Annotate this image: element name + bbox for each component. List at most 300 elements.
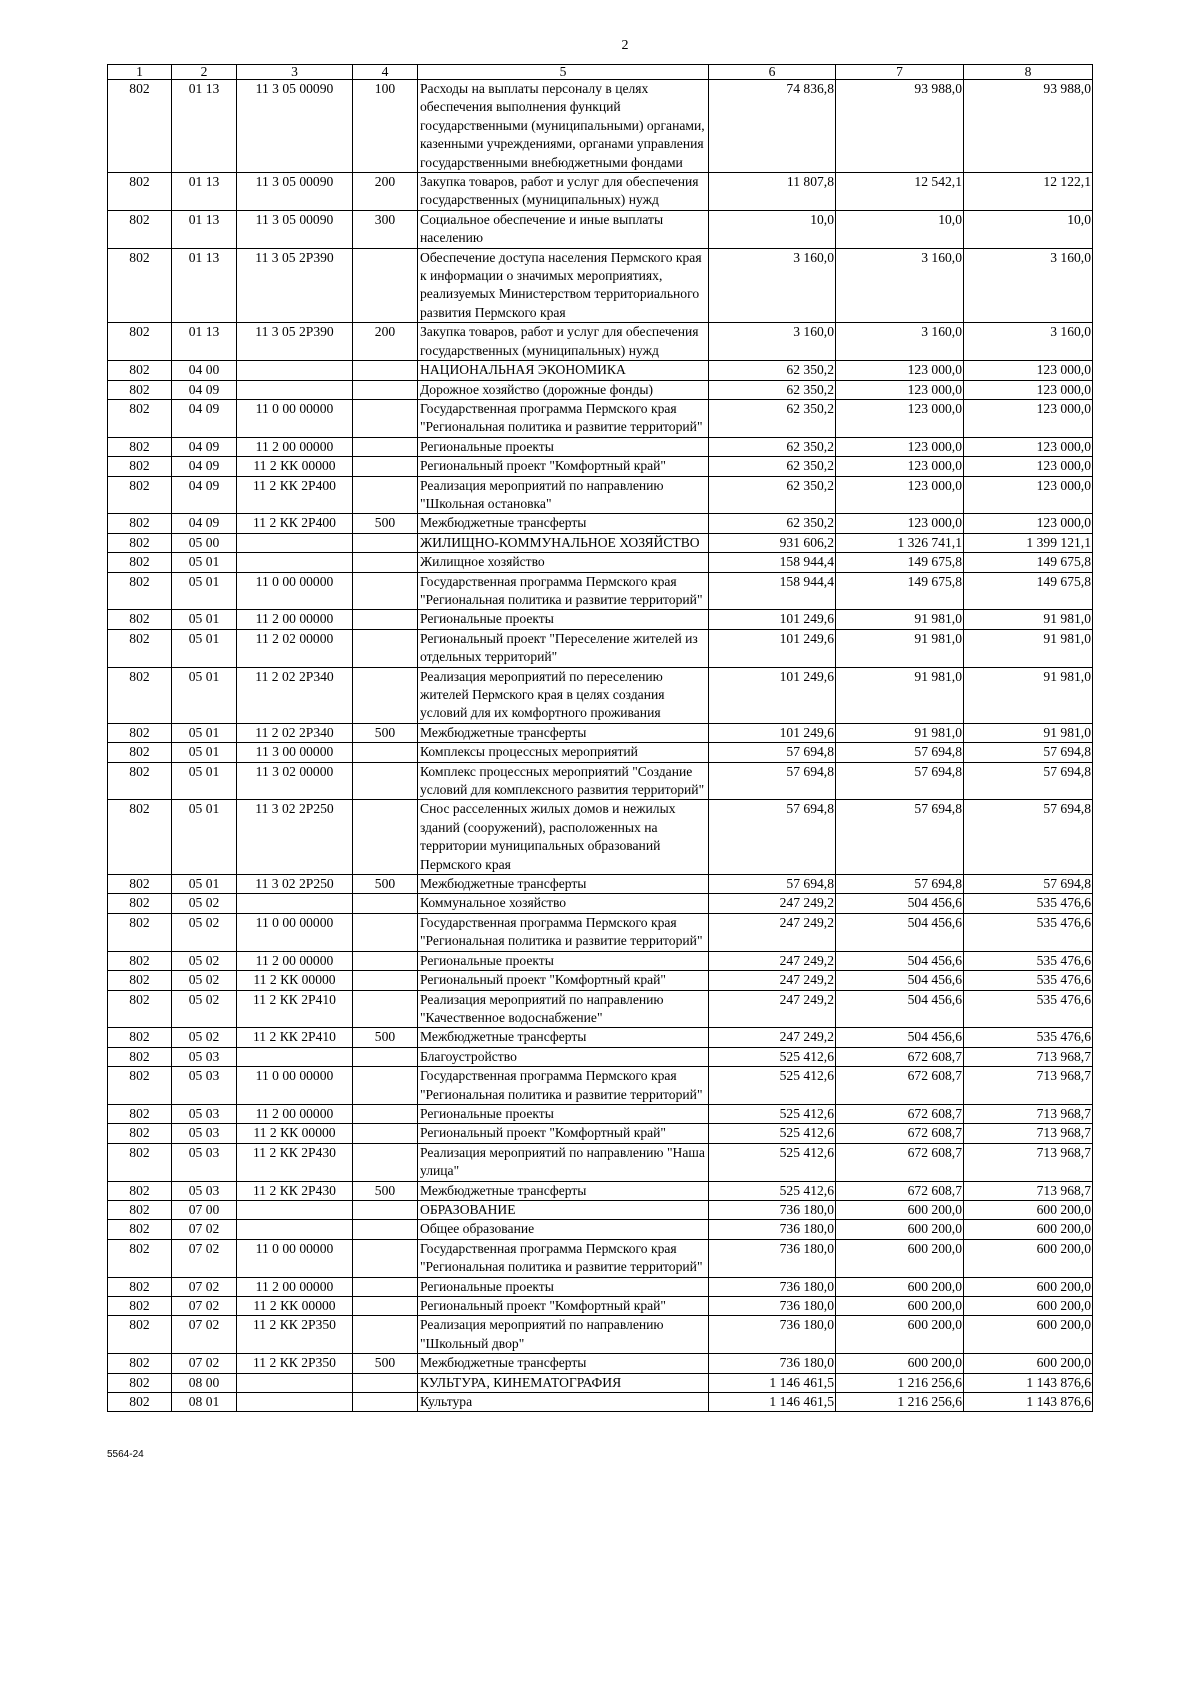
cell-section-code: 01 13 xyxy=(172,80,237,173)
cell-amount-8: 91 981,0 xyxy=(964,629,1093,667)
budget-table xyxy=(107,64,1093,1412)
header-row xyxy=(108,65,1093,80)
cell-amount-6: 10,0 xyxy=(709,210,836,248)
cell-section-code: 04 00 xyxy=(172,361,237,380)
cell-amount-7: 672 608,7 xyxy=(836,1104,964,1123)
cell-amount-7: 672 608,7 xyxy=(836,1047,964,1066)
cell-amount-8: 93 988,0 xyxy=(964,80,1093,173)
cell-target-article xyxy=(237,380,353,399)
cell-target-article: 11 2 02 2P340 xyxy=(237,667,353,723)
cell-admin-code: 802 xyxy=(108,476,172,514)
column-header: 5 xyxy=(418,65,709,80)
cell-amount-7: 504 456,6 xyxy=(836,913,964,951)
cell-amount-6: 101 249,6 xyxy=(709,610,836,629)
cell-admin-code: 802 xyxy=(108,248,172,323)
cell-target-article: 11 2 КК 00000 xyxy=(237,1297,353,1316)
cell-amount-8: 149 675,8 xyxy=(964,553,1093,572)
cell-admin-code: 802 xyxy=(108,533,172,552)
cell-amount-7: 1 326 741,1 xyxy=(836,533,964,552)
cell-target-article: 11 2 КК 2P400 xyxy=(237,514,353,533)
table-row xyxy=(108,1393,1093,1412)
cell-amount-8: 3 160,0 xyxy=(964,323,1093,361)
cell-name: Региональные проекты xyxy=(418,437,709,456)
cell-section-code: 07 02 xyxy=(172,1277,237,1296)
table-row xyxy=(108,80,1093,173)
cell-name: Межбюджетные трансферты xyxy=(418,1181,709,1200)
cell-amount-7: 3 160,0 xyxy=(836,248,964,323)
cell-amount-6: 101 249,6 xyxy=(709,723,836,742)
cell-amount-6: 101 249,6 xyxy=(709,667,836,723)
cell-section-code: 05 01 xyxy=(172,629,237,667)
table-row xyxy=(108,610,1093,629)
cell-amount-6: 247 249,2 xyxy=(709,971,836,990)
cell-amount-8: 57 694,8 xyxy=(964,762,1093,800)
cell-admin-code: 802 xyxy=(108,951,172,970)
cell-section-code: 01 13 xyxy=(172,210,237,248)
cell-amount-8: 123 000,0 xyxy=(964,361,1093,380)
table-row xyxy=(108,1277,1093,1296)
cell-amount-8: 600 200,0 xyxy=(964,1316,1093,1354)
cell-expense-type: 500 xyxy=(353,1181,418,1200)
cell-admin-code: 802 xyxy=(108,1239,172,1277)
cell-amount-7: 93 988,0 xyxy=(836,80,964,173)
table-row xyxy=(108,951,1093,970)
cell-name: Региональные проекты xyxy=(418,1277,709,1296)
cell-amount-7: 57 694,8 xyxy=(836,875,964,894)
cell-admin-code: 802 xyxy=(108,514,172,533)
cell-amount-7: 123 000,0 xyxy=(836,399,964,437)
cell-name: Региональный проект "Комфортный край" xyxy=(418,1297,709,1316)
cell-name: Государственная программа Пермского края "Региональная политика и развитие территорий" xyxy=(418,399,709,437)
cell-amount-6: 247 249,2 xyxy=(709,913,836,951)
cell-amount-8: 57 694,8 xyxy=(964,800,1093,875)
cell-expense-type xyxy=(353,1373,418,1392)
cell-amount-8: 1 399 121,1 xyxy=(964,533,1093,552)
cell-section-code: 08 01 xyxy=(172,1393,237,1412)
cell-admin-code: 802 xyxy=(108,399,172,437)
cell-amount-7: 504 456,6 xyxy=(836,990,964,1028)
cell-amount-8: 535 476,6 xyxy=(964,913,1093,951)
cell-amount-7: 600 200,0 xyxy=(836,1220,964,1239)
cell-amount-6: 247 249,2 xyxy=(709,990,836,1028)
cell-expense-type xyxy=(353,1277,418,1296)
cell-target-article: 11 2 00 00000 xyxy=(237,951,353,970)
cell-name: ЖИЛИЩНО-КОММУНАЛЬНОЕ ХОЗЯЙСТВО xyxy=(418,533,709,552)
cell-target-article: 11 2 00 00000 xyxy=(237,437,353,456)
cell-target-article: 11 0 00 00000 xyxy=(237,399,353,437)
cell-amount-8: 12 122,1 xyxy=(964,173,1093,211)
cell-expense-type xyxy=(353,743,418,762)
cell-amount-8: 713 968,7 xyxy=(964,1124,1093,1143)
cell-section-code: 01 13 xyxy=(172,173,237,211)
cell-expense-type xyxy=(353,1067,418,1105)
cell-amount-8: 91 981,0 xyxy=(964,610,1093,629)
cell-section-code: 01 13 xyxy=(172,248,237,323)
cell-name: Реализация мероприятий по направлению "Школьная остановка" xyxy=(418,476,709,514)
cell-amount-7: 504 456,6 xyxy=(836,971,964,990)
column-header: 8 xyxy=(964,65,1093,80)
table-row xyxy=(108,1181,1093,1200)
cell-expense-type xyxy=(353,248,418,323)
cell-target-article: 11 2 КК 00000 xyxy=(237,1124,353,1143)
cell-amount-6: 525 412,6 xyxy=(709,1181,836,1200)
cell-target-article: 11 3 05 00090 xyxy=(237,210,353,248)
cell-target-article xyxy=(237,894,353,913)
table-row xyxy=(108,1047,1093,1066)
cell-amount-6: 247 249,2 xyxy=(709,951,836,970)
cell-amount-6: 57 694,8 xyxy=(709,743,836,762)
cell-expense-type: 500 xyxy=(353,1028,418,1047)
cell-amount-7: 1 216 256,6 xyxy=(836,1373,964,1392)
cell-expense-type: 100 xyxy=(353,80,418,173)
cell-section-code: 05 02 xyxy=(172,971,237,990)
cell-amount-8: 535 476,6 xyxy=(964,894,1093,913)
cell-target-article: 11 2 КК 00000 xyxy=(237,971,353,990)
cell-amount-8: 535 476,6 xyxy=(964,990,1093,1028)
cell-amount-8: 123 000,0 xyxy=(964,437,1093,456)
cell-amount-7: 672 608,7 xyxy=(836,1124,964,1143)
cell-target-article: 11 0 00 00000 xyxy=(237,1067,353,1105)
cell-name: Обеспечение доступа населения Пермского края к информации о значимых мероприятиях, реализуемых Министерством территориального развития Пермского края xyxy=(418,248,709,323)
cell-section-code: 05 02 xyxy=(172,913,237,951)
table-row xyxy=(108,1067,1093,1105)
cell-target-article: 11 3 02 00000 xyxy=(237,762,353,800)
cell-amount-8: 600 200,0 xyxy=(964,1220,1093,1239)
cell-section-code: 04 09 xyxy=(172,514,237,533)
cell-admin-code: 802 xyxy=(108,1028,172,1047)
cell-name: Закупка товаров, работ и услуг для обеспечения государственных (муниципальных) нужд xyxy=(418,323,709,361)
cell-amount-7: 57 694,8 xyxy=(836,762,964,800)
cell-amount-8: 3 160,0 xyxy=(964,248,1093,323)
cell-admin-code: 802 xyxy=(108,894,172,913)
cell-expense-type xyxy=(353,1239,418,1277)
cell-admin-code: 802 xyxy=(108,629,172,667)
cell-amount-7: 149 675,8 xyxy=(836,553,964,572)
cell-expense-type xyxy=(353,951,418,970)
cell-target-article xyxy=(237,1220,353,1239)
cell-name: Государственная программа Пермского края "Региональная политика и развитие территорий" xyxy=(418,913,709,951)
cell-amount-6: 736 180,0 xyxy=(709,1354,836,1373)
cell-name: Региональный проект "Комфортный край" xyxy=(418,457,709,476)
cell-section-code: 07 02 xyxy=(172,1316,237,1354)
cell-amount-6: 247 249,2 xyxy=(709,894,836,913)
cell-section-code: 05 03 xyxy=(172,1143,237,1181)
cell-amount-7: 504 456,6 xyxy=(836,894,964,913)
cell-admin-code: 802 xyxy=(108,743,172,762)
table-row xyxy=(108,553,1093,572)
table-row xyxy=(108,210,1093,248)
cell-amount-7: 123 000,0 xyxy=(836,380,964,399)
cell-amount-6: 736 180,0 xyxy=(709,1239,836,1277)
cell-amount-8: 535 476,6 xyxy=(964,951,1093,970)
cell-amount-7: 504 456,6 xyxy=(836,951,964,970)
cell-name: Реализация мероприятий по направлению "Качественное водоснабжение" xyxy=(418,990,709,1028)
cell-amount-7: 57 694,8 xyxy=(836,800,964,875)
cell-admin-code: 802 xyxy=(108,572,172,610)
cell-amount-8: 1 143 876,6 xyxy=(964,1393,1093,1412)
cell-admin-code: 802 xyxy=(108,380,172,399)
cell-expense-type: 500 xyxy=(353,723,418,742)
cell-section-code: 05 03 xyxy=(172,1047,237,1066)
cell-amount-6: 525 412,6 xyxy=(709,1124,836,1143)
cell-amount-8: 535 476,6 xyxy=(964,1028,1093,1047)
table-row xyxy=(108,723,1093,742)
cell-section-code: 05 01 xyxy=(172,723,237,742)
cell-amount-7: 672 608,7 xyxy=(836,1067,964,1105)
cell-amount-8: 10,0 xyxy=(964,210,1093,248)
cell-admin-code: 802 xyxy=(108,1373,172,1392)
table-row xyxy=(108,399,1093,437)
cell-amount-8: 600 200,0 xyxy=(964,1277,1093,1296)
cell-admin-code: 802 xyxy=(108,1047,172,1066)
cell-name: Государственная программа Пермского края "Региональная политика и развитие территорий" xyxy=(418,572,709,610)
document-code: 5564-24 xyxy=(107,1449,144,1460)
cell-target-article xyxy=(237,1200,353,1219)
cell-name: Региональные проекты xyxy=(418,610,709,629)
cell-admin-code: 802 xyxy=(108,1316,172,1354)
cell-amount-6: 1 146 461,5 xyxy=(709,1373,836,1392)
cell-section-code: 07 02 xyxy=(172,1297,237,1316)
table-row xyxy=(108,248,1093,323)
cell-amount-7: 149 675,8 xyxy=(836,572,964,610)
cell-name: Реализация мероприятий по направлению "Школьный двор" xyxy=(418,1316,709,1354)
cell-amount-7: 91 981,0 xyxy=(836,610,964,629)
cell-name: Региональные проекты xyxy=(418,1104,709,1123)
cell-admin-code: 802 xyxy=(108,1067,172,1105)
cell-amount-6: 57 694,8 xyxy=(709,762,836,800)
cell-expense-type xyxy=(353,629,418,667)
cell-expense-type xyxy=(353,1297,418,1316)
table-body xyxy=(108,80,1093,1412)
cell-amount-6: 3 160,0 xyxy=(709,323,836,361)
cell-expense-type xyxy=(353,913,418,951)
cell-amount-7: 504 456,6 xyxy=(836,1028,964,1047)
cell-expense-type xyxy=(353,800,418,875)
cell-amount-8: 600 200,0 xyxy=(964,1297,1093,1316)
cell-section-code: 04 09 xyxy=(172,380,237,399)
table-row xyxy=(108,457,1093,476)
cell-expense-type xyxy=(353,361,418,380)
cell-expense-type: 500 xyxy=(353,1354,418,1373)
cell-amount-8: 713 968,7 xyxy=(964,1181,1093,1200)
cell-target-article: 11 3 00 00000 xyxy=(237,743,353,762)
cell-target-article: 11 2 КК 2P410 xyxy=(237,1028,353,1047)
cell-amount-7: 1 216 256,6 xyxy=(836,1393,964,1412)
cell-admin-code: 802 xyxy=(108,1124,172,1143)
cell-name: Культура xyxy=(418,1393,709,1412)
cell-admin-code: 802 xyxy=(108,1277,172,1296)
cell-target-article: 11 2 00 00000 xyxy=(237,1277,353,1296)
cell-expense-type xyxy=(353,894,418,913)
cell-amount-6: 62 350,2 xyxy=(709,437,836,456)
cell-amount-8: 123 000,0 xyxy=(964,476,1093,514)
cell-name: Межбюджетные трансферты xyxy=(418,723,709,742)
cell-target-article xyxy=(237,1393,353,1412)
cell-admin-code: 802 xyxy=(108,1220,172,1239)
cell-target-article: 11 3 05 00090 xyxy=(237,173,353,211)
cell-amount-7: 600 200,0 xyxy=(836,1277,964,1296)
cell-target-article xyxy=(237,1047,353,1066)
cell-section-code: 08 00 xyxy=(172,1373,237,1392)
cell-expense-type xyxy=(353,1104,418,1123)
cell-section-code: 05 03 xyxy=(172,1067,237,1105)
cell-amount-6: 101 249,6 xyxy=(709,629,836,667)
cell-expense-type: 500 xyxy=(353,875,418,894)
cell-amount-6: 62 350,2 xyxy=(709,399,836,437)
cell-amount-8: 57 694,8 xyxy=(964,743,1093,762)
cell-admin-code: 802 xyxy=(108,971,172,990)
table-row xyxy=(108,894,1093,913)
cell-target-article: 11 3 05 2P390 xyxy=(237,323,353,361)
table-row xyxy=(108,514,1093,533)
table-row xyxy=(108,1239,1093,1277)
cell-name: Благоустройство xyxy=(418,1047,709,1066)
cell-name: Комплексы процессных мероприятий xyxy=(418,743,709,762)
cell-target-article: 11 3 05 00090 xyxy=(237,80,353,173)
cell-admin-code: 802 xyxy=(108,1200,172,1219)
cell-section-code: 05 03 xyxy=(172,1181,237,1200)
table-row xyxy=(108,990,1093,1028)
cell-name: Межбюджетные трансферты xyxy=(418,514,709,533)
cell-amount-6: 931 606,2 xyxy=(709,533,836,552)
cell-amount-8: 123 000,0 xyxy=(964,457,1093,476)
cell-amount-8: 149 675,8 xyxy=(964,572,1093,610)
cell-expense-type xyxy=(353,1316,418,1354)
table-row xyxy=(108,1200,1093,1219)
cell-expense-type xyxy=(353,762,418,800)
cell-expense-type xyxy=(353,971,418,990)
cell-admin-code: 802 xyxy=(108,1104,172,1123)
cell-section-code: 05 01 xyxy=(172,743,237,762)
cell-amount-6: 57 694,8 xyxy=(709,800,836,875)
cell-amount-8: 600 200,0 xyxy=(964,1239,1093,1277)
cell-target-article: 11 3 02 2P250 xyxy=(237,800,353,875)
cell-amount-6: 62 350,2 xyxy=(709,476,836,514)
cell-amount-8: 600 200,0 xyxy=(964,1354,1093,1373)
cell-expense-type: 200 xyxy=(353,323,418,361)
cell-amount-7: 10,0 xyxy=(836,210,964,248)
cell-amount-6: 1 146 461,5 xyxy=(709,1393,836,1412)
cell-admin-code: 802 xyxy=(108,210,172,248)
cell-amount-6: 525 412,6 xyxy=(709,1047,836,1066)
cell-amount-6: 247 249,2 xyxy=(709,1028,836,1047)
cell-amount-7: 123 000,0 xyxy=(836,457,964,476)
table-row xyxy=(108,1354,1093,1373)
cell-admin-code: 802 xyxy=(108,323,172,361)
cell-name: Межбюджетные трансферты xyxy=(418,1028,709,1047)
cell-amount-8: 57 694,8 xyxy=(964,875,1093,894)
cell-target-article: 11 0 00 00000 xyxy=(237,913,353,951)
cell-admin-code: 802 xyxy=(108,913,172,951)
cell-expense-type xyxy=(353,399,418,437)
cell-target-article: 11 2 00 00000 xyxy=(237,1104,353,1123)
table-row xyxy=(108,323,1093,361)
cell-target-article: 11 2 КК 2P410 xyxy=(237,990,353,1028)
cell-name: Расходы на выплаты персоналу в целях обеспечения выполнения функций государственными (муниципальными) органами, казенными учреждениями, органами управления государственными внебюджетными фондами xyxy=(418,80,709,173)
cell-expense-type: 200 xyxy=(353,173,418,211)
cell-section-code: 05 02 xyxy=(172,1028,237,1047)
cell-amount-6: 62 350,2 xyxy=(709,457,836,476)
cell-amount-8: 713 968,7 xyxy=(964,1067,1093,1105)
cell-amount-8: 713 968,7 xyxy=(964,1047,1093,1066)
cell-amount-7: 12 542,1 xyxy=(836,173,964,211)
cell-expense-type xyxy=(353,437,418,456)
cell-amount-7: 91 981,0 xyxy=(836,667,964,723)
cell-amount-6: 525 412,6 xyxy=(709,1104,836,1123)
cell-section-code: 05 03 xyxy=(172,1124,237,1143)
cell-amount-8: 535 476,6 xyxy=(964,971,1093,990)
cell-amount-6: 736 180,0 xyxy=(709,1297,836,1316)
cell-target-article xyxy=(237,553,353,572)
cell-amount-7: 600 200,0 xyxy=(836,1239,964,1277)
cell-section-code: 04 09 xyxy=(172,399,237,437)
cell-amount-8: 123 000,0 xyxy=(964,399,1093,437)
cell-expense-type: 500 xyxy=(353,514,418,533)
cell-admin-code: 802 xyxy=(108,1393,172,1412)
cell-section-code: 05 02 xyxy=(172,990,237,1028)
cell-amount-8: 1 143 876,6 xyxy=(964,1373,1093,1392)
table-row xyxy=(108,1316,1093,1354)
cell-target-article: 11 2 КК 2P350 xyxy=(237,1316,353,1354)
cell-section-code: 07 02 xyxy=(172,1220,237,1239)
table-row xyxy=(108,762,1093,800)
cell-section-code: 07 02 xyxy=(172,1239,237,1277)
cell-amount-6: 736 180,0 xyxy=(709,1200,836,1219)
cell-section-code: 05 01 xyxy=(172,800,237,875)
cell-admin-code: 802 xyxy=(108,80,172,173)
cell-name: Коммунальное хозяйство xyxy=(418,894,709,913)
cell-amount-6: 525 412,6 xyxy=(709,1143,836,1181)
cell-name: Региональный проект "Комфортный край" xyxy=(418,1124,709,1143)
table-row xyxy=(108,1028,1093,1047)
cell-amount-6: 736 180,0 xyxy=(709,1277,836,1296)
cell-amount-7: 91 981,0 xyxy=(836,723,964,742)
cell-name: Межбюджетные трансферты xyxy=(418,1354,709,1373)
cell-name: Региональный проект "Комфортный край" xyxy=(418,971,709,990)
cell-expense-type xyxy=(353,610,418,629)
cell-admin-code: 802 xyxy=(108,1181,172,1200)
cell-target-article: 11 2 КК 2P350 xyxy=(237,1354,353,1373)
cell-expense-type xyxy=(353,1124,418,1143)
cell-name: Общее образование xyxy=(418,1220,709,1239)
table-row xyxy=(108,629,1093,667)
cell-amount-6: 525 412,6 xyxy=(709,1067,836,1105)
cell-amount-7: 600 200,0 xyxy=(836,1297,964,1316)
cell-amount-7: 123 000,0 xyxy=(836,361,964,380)
cell-name: Региональный проект "Переселение жителей из отдельных территорий" xyxy=(418,629,709,667)
cell-target-article: 11 2 КК 2P430 xyxy=(237,1181,353,1200)
column-header: 3 xyxy=(237,65,353,80)
cell-amount-7: 600 200,0 xyxy=(836,1316,964,1354)
cell-amount-7: 123 000,0 xyxy=(836,514,964,533)
table-row xyxy=(108,361,1093,380)
cell-expense-type xyxy=(353,553,418,572)
cell-name: Социальное обеспечение и иные выплаты населению xyxy=(418,210,709,248)
cell-name: Межбюджетные трансферты xyxy=(418,875,709,894)
cell-amount-6: 57 694,8 xyxy=(709,875,836,894)
cell-name: Снос расселенных жилых домов и нежилых зданий (сооружений), расположенных на территории муниципальных образований Пермского края xyxy=(418,800,709,875)
cell-name: Реализация мероприятий по переселению жителей Пермского края в целях создания условий для их комфортного проживания xyxy=(418,667,709,723)
cell-section-code: 01 13 xyxy=(172,323,237,361)
cell-section-code: 05 02 xyxy=(172,894,237,913)
cell-expense-type xyxy=(353,380,418,399)
cell-admin-code: 802 xyxy=(108,1354,172,1373)
table-row xyxy=(108,1297,1093,1316)
table-row xyxy=(108,667,1093,723)
cell-expense-type xyxy=(353,1393,418,1412)
cell-expense-type xyxy=(353,533,418,552)
table-row xyxy=(108,572,1093,610)
